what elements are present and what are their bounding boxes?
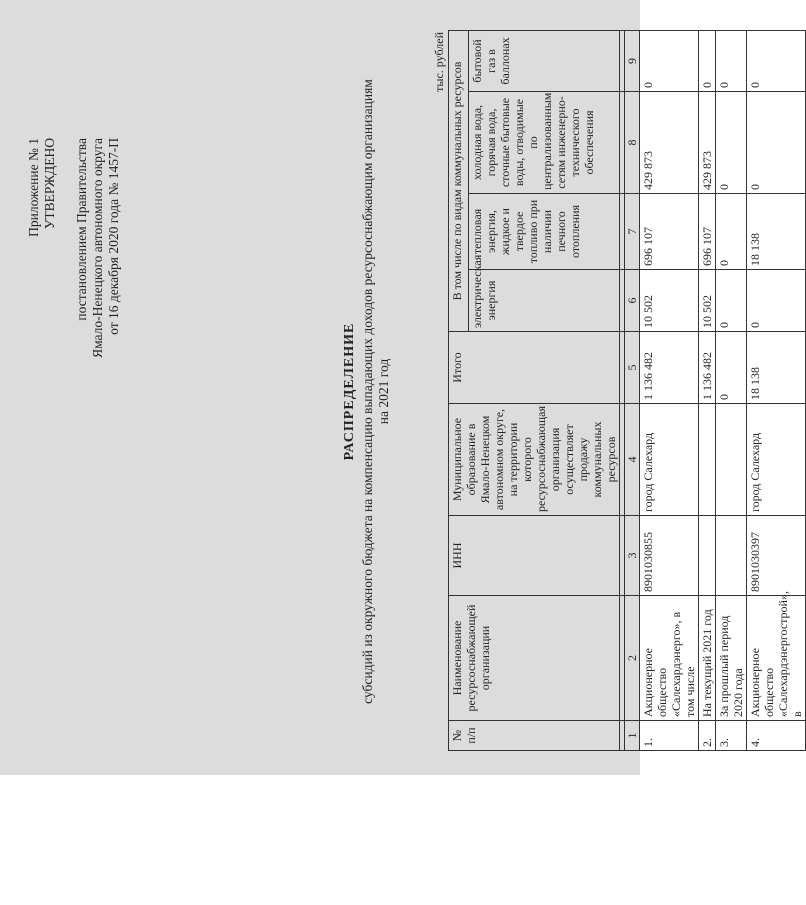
row-electric: 10 502: [640, 270, 699, 332]
row-heat: 0: [716, 194, 747, 270]
header-water: холодная вода, горячая вода, сточные бытовые воды, отводимые по централизованным сетям инженерно-технического обеспечения: [468, 92, 619, 194]
row-name: На текущий 2021 год: [699, 596, 716, 721]
column-number: 3: [625, 516, 640, 596]
row-municipal: [716, 404, 747, 516]
row-water: 0: [747, 92, 806, 194]
header-gas: бытовой газ в баллонах: [468, 30, 619, 91]
header-group: В том числе по видам коммунальных ресурсов: [449, 30, 469, 331]
row-water: 0: [716, 92, 747, 194]
row-gas: 0: [747, 30, 806, 91]
row-heat: 18 138: [747, 194, 806, 270]
document-year: на 2021 год: [376, 358, 391, 425]
row-municipal: город Салехард: [747, 404, 806, 516]
row-municipal: город Салехард: [640, 404, 699, 516]
rotated-document: [8, 18, 804, 765]
column-number: 7: [625, 194, 640, 270]
header-electric: электрическая энергия: [468, 270, 619, 332]
row-gas: 0: [716, 30, 747, 91]
row-electric: 0: [716, 270, 747, 332]
row-heat: 696 107: [699, 194, 716, 270]
date-line: от 16 декабря 2020 года № 1457-П: [106, 138, 121, 335]
appendix-label: Приложение № 1: [26, 138, 41, 237]
table-row: [640, 30, 699, 750]
header-num: № п/п: [449, 721, 620, 751]
row-num: 3.: [716, 721, 747, 751]
row-total: 18 138: [747, 332, 806, 404]
row-name: Акционерное общество «Салехардэнерго», в том числе: [640, 596, 699, 721]
header-total: Итого: [449, 332, 620, 404]
header-municipal: Муниципальное образование в Ямало-Ненецком автономном округе, на территории которого ресурсоснабжающая организация осуществляет продажу коммунальных ресурсов: [449, 404, 620, 516]
row-total: 0: [716, 332, 747, 404]
row-name: За прошлый период 2020 года: [716, 596, 747, 721]
column-number: 1: [625, 721, 640, 751]
row-num: 1.: [640, 721, 699, 751]
row-water: 429 873: [699, 92, 716, 194]
row-municipal: [699, 404, 716, 516]
row-total: 1 136 482: [699, 332, 716, 404]
row-inn: 8901030397: [747, 516, 806, 596]
column-number: 2: [625, 596, 640, 721]
column-number: 8: [625, 92, 640, 194]
column-number: 6: [625, 270, 640, 332]
header-heat: тепловая энергия, жидкое и твердое топливо при наличии печного отопления: [468, 194, 619, 270]
row-name: Акционерное общество «Салехардэнергострой», в: [747, 596, 806, 721]
row-gas: 0: [699, 30, 716, 91]
row-total: 1 136 482: [640, 332, 699, 404]
row-water: 429 873: [640, 92, 699, 194]
document-subtitle: субсидий из окружного бюджета на компенсацию выпадающих доходов ресурсоснабжающим организациям: [360, 79, 375, 704]
table-row: [699, 30, 716, 750]
header-row: [449, 30, 469, 750]
row-inn: [716, 516, 747, 596]
row-electric: 10 502: [699, 270, 716, 332]
header-name: Наименование ресурсоснабжающей организации: [449, 596, 620, 721]
column-number: 5: [625, 332, 640, 404]
row-inn: 8901030855: [640, 516, 699, 596]
distribution-table: [448, 30, 806, 751]
approved-label: УТВЕРЖДЕНО: [42, 138, 57, 230]
row-inn: [699, 516, 716, 596]
resolution-line: постановлением Правительства: [74, 138, 89, 321]
row-num: 4.: [747, 721, 806, 751]
government-line: Ямало-Ненецкого автономного округа: [90, 138, 105, 358]
document-title: РАСПРЕДЕЛЕНИЕ: [342, 322, 357, 461]
row-electric: 0: [747, 270, 806, 332]
header-inn: ИНН: [449, 516, 620, 596]
column-number: 4: [625, 404, 640, 516]
table-row: [716, 30, 747, 750]
column-number-row: [625, 30, 640, 750]
row-num: 2.: [699, 721, 716, 751]
units-label: тыс. рублей: [432, 32, 446, 92]
table-row: [747, 30, 806, 750]
column-number: 9: [625, 30, 640, 91]
row-gas: 0: [640, 30, 699, 91]
row-heat: 696 107: [640, 194, 699, 270]
